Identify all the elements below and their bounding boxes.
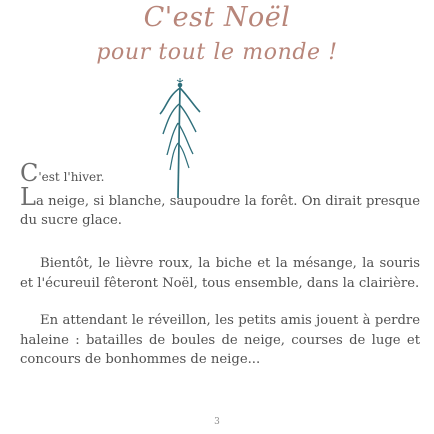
opening-text: 'est l'hiver. [38, 170, 105, 184]
story-paragraph-2: Bientôt, le lièvre roux, la biche et la mésange, la souris et l'écureuil fêteront Noël, tous ensemble, dans la clairière. [20, 256, 420, 291]
dropcap-c: C [20, 159, 39, 187]
story-opening [20, 159, 420, 231]
title-line-2: pour tout le monde ! [96, 40, 338, 65]
page-number: 3 [214, 417, 220, 427]
title-line-1: C'est Noël [143, 2, 291, 33]
opening-line [20, 159, 420, 188]
dropcap-l: L [20, 182, 36, 211]
snow-line [20, 182, 420, 231]
snow-text: a neige, si blanche, saupoudre la forêt. On dirait presque du sucre glace. [20, 193, 420, 228]
story-paragraph-3: En attendant le réveillon, les petits amis jouent à perdre haleine : batailles de boules de neige, courses de luge et concours de bonhommes de neige... [20, 313, 420, 367]
